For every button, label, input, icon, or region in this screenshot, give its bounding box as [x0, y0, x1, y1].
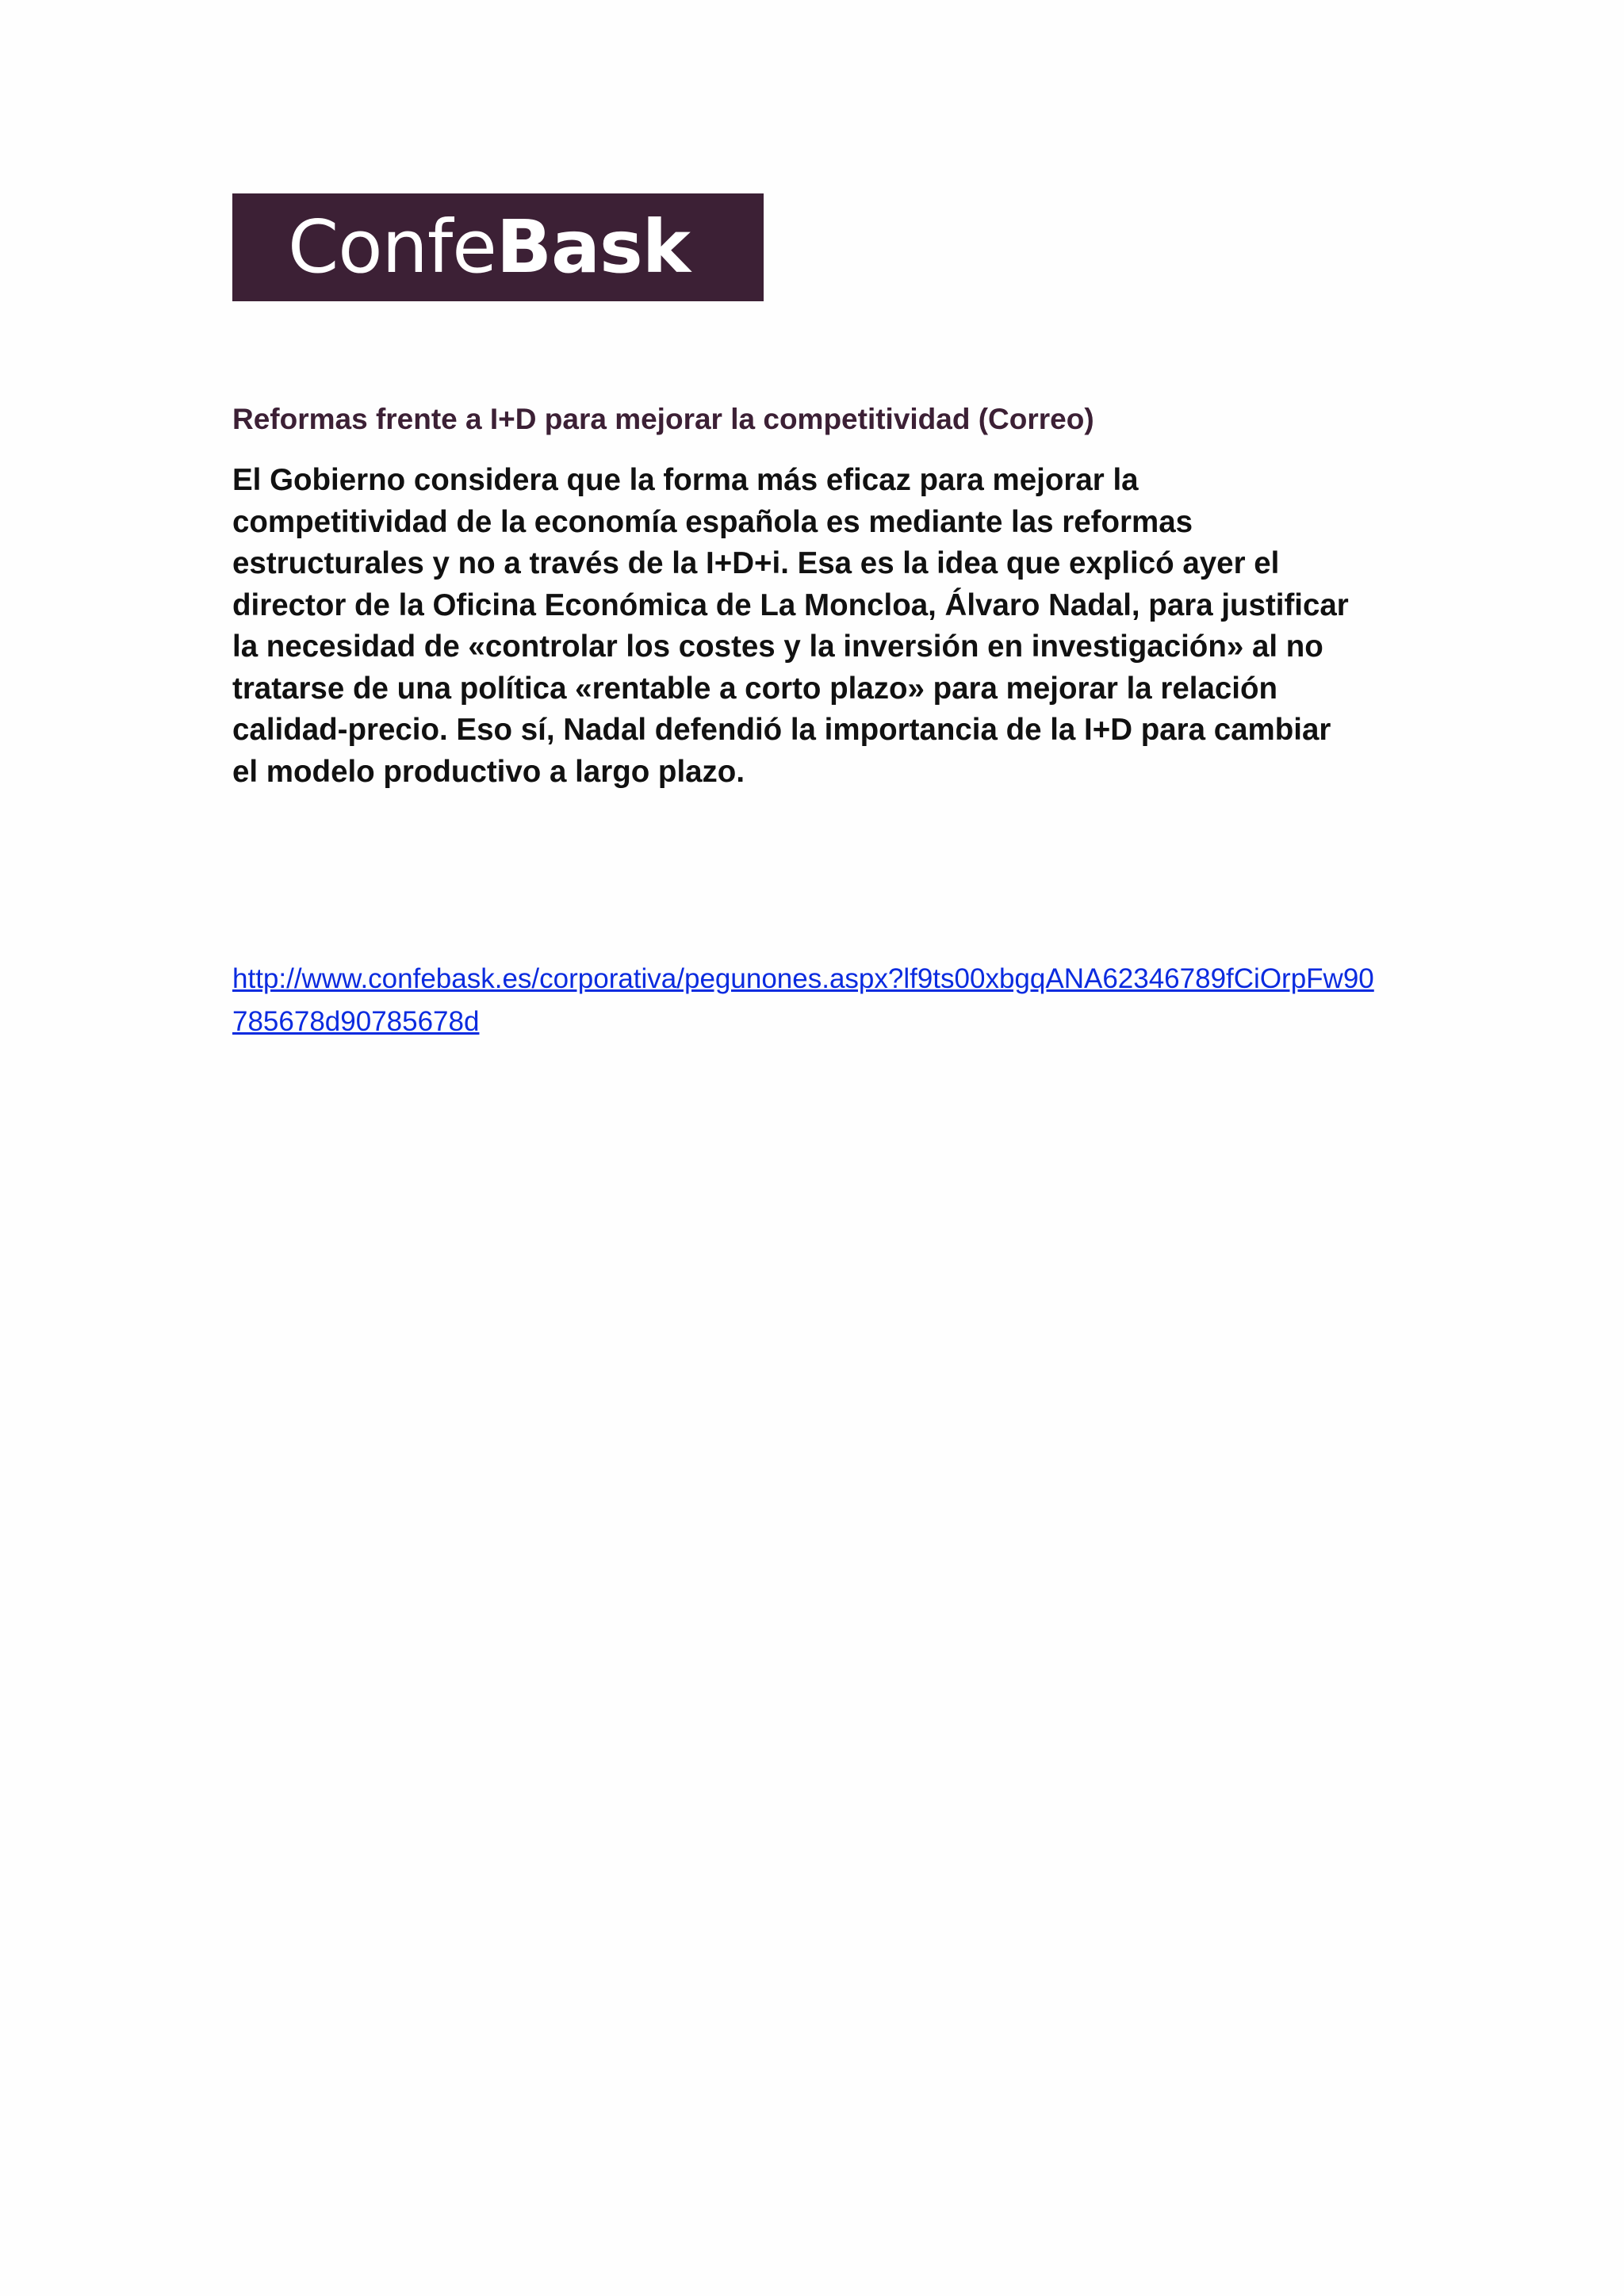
article-body [232, 460, 1398, 793]
body-line: estructurales y no a través de la I+D+i. Esa es la idea que explicó ayer el [232, 546, 1280, 580]
source-link-line[interactable]: http://www.confebask.es/corporativa/pegunones.aspx?lf9ts00xbgqANA62346789fCiOrpFw90 [232, 963, 1374, 994]
body-line: tratarse de una política «rentable a corto plazo» para mejorar la relación [232, 671, 1278, 706]
logo-text-bold: Bask [496, 205, 690, 289]
article-headline: Reformas frente a I+D para mejorar la competitividad (Correo) [232, 403, 1094, 435]
logo-text-light: Confe [288, 205, 496, 289]
confebask-logo [232, 193, 764, 301]
body-line: director de la Oficina Económica de La Moncloa, Álvaro Nadal, para justificar [232, 587, 1349, 622]
body-line: el modelo productivo a largo plazo. [232, 754, 745, 789]
source-link[interactable] [232, 958, 1406, 1043]
body-line: calidad-precio. Eso sí, Nadal defendió la importancia de la I+D para cambiar [232, 713, 1331, 747]
source-link-line[interactable]: 785678d90785678d [232, 1006, 480, 1037]
body-line: El Gobierno considera que la forma más eficaz para mejorar la [232, 463, 1139, 497]
body-line: la necesidad de «controlar los costes y la inversión en investigación» al no [232, 629, 1323, 664]
body-line: competitividad de la economía española es mediante las reformas [232, 504, 1193, 539]
